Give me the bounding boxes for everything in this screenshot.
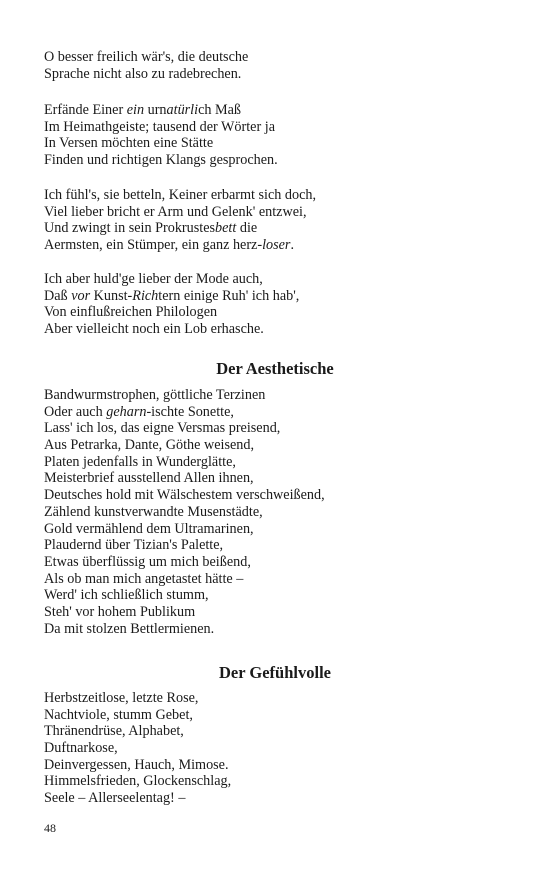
verse-line: Steh' vor hohem Publikum (44, 603, 196, 620)
italic-emphasis: loser (262, 237, 291, 254)
verse-line: Und zwingt in sein Prokrustesbett die (44, 220, 258, 237)
verse-line: Seele – Allerseelentag! – (44, 790, 186, 807)
verse-line: Im Heimathgeiste; tausend der Wörter ja (44, 118, 275, 135)
verse-line: Ich aber huld'ge lieber der Mode auch, (44, 271, 263, 287)
stanza (44, 102, 514, 169)
verse-line: Thränendrüse, Alphabet, (44, 723, 184, 740)
poem-title: Der Aesthetische (216, 359, 334, 378)
verse-line: Da mit stolzen Bettlermienen. (44, 620, 215, 637)
verse-line: Meisterbrief ausstellend Allen ihnen, (44, 470, 254, 487)
verse-line: Bandwurmstrophen, göttliche Terzinen (44, 387, 266, 403)
verse-line: Gold vermählend dem Ultramarinen, (44, 520, 254, 537)
verse-line: O besser freilich wär's, die deutsche (44, 49, 249, 65)
poem-body (44, 690, 514, 807)
poem-body (44, 387, 514, 637)
italic-emphasis: vor (71, 287, 91, 304)
verse-line: Duftnarkose, (44, 740, 118, 757)
stanza (44, 187, 514, 254)
italic-emphasis: geharn (106, 403, 147, 420)
verse-line: Werd' ich schließlich stumm, (44, 587, 209, 604)
italic-emphasis: ein (126, 102, 145, 118)
verse-line: Lass' ich los, das eigne Versmas preisend, (44, 420, 281, 437)
verse-line: Aus Petrarka, Dante, Göthe weisend, (44, 437, 254, 454)
verse-line: Platen jedenfalls in Wunderglätte, (44, 453, 236, 470)
poem-title: Der Gefühlvolle (219, 663, 331, 682)
verse-line: Ich fühl's, sie betteln, Keiner erbarmt sich doch, (44, 187, 317, 203)
verse-line: Daß vor Kunst-Richtern einige Ruh' ich hab', (44, 287, 300, 304)
verse-line: Als ob man mich angetastet hätte – (44, 570, 244, 587)
italic-emphasis: bett (215, 220, 237, 237)
verse-line: Etwas überflüssig um mich beißend, (44, 553, 251, 570)
verse-line: Viel lieber bricht er Arm und Gelenk' entzwei, (44, 203, 307, 220)
verse-line: Zählend kunstverwandte Musenstädte, (44, 503, 263, 520)
page-number: 48 (44, 821, 56, 835)
verse-line: Himmelsfrieden, Glockenschlag, (44, 773, 232, 790)
verse-line: Von einflußreichen Philologen (44, 304, 218, 321)
verse-line: Deutsches hold mit Wälschestem verschweißend, (44, 487, 325, 504)
verse-line: Finden und richtigen Klangs gesprochen. (44, 152, 278, 169)
verse-line: Oder auch geharn-ischte Sonette, (44, 403, 234, 420)
verse-line: Aermsten, ein Stümper, ein ganz herz-loser. (44, 237, 294, 254)
verse-line: Erfände Einer ein urnatürlich Maß (44, 102, 242, 118)
italic-emphasis: Rich (132, 287, 159, 304)
stanza (44, 49, 514, 82)
verse-line: In Versen möchten eine Stätte (44, 135, 214, 152)
verse-line: Sprache nicht also zu radebrechen. (44, 65, 242, 82)
stanza (44, 271, 514, 338)
verse-line: Aber vielleicht noch ein Lob erhasche. (44, 321, 264, 338)
verse-line: Nachtviole, stumm Gebet, (44, 706, 193, 723)
italic-emphasis: atürli (166, 102, 199, 118)
verse-line: Plaudernd über Tizian's Palette, (44, 537, 224, 554)
verse-line: Herbstzeitlose, letzte Rose, (44, 690, 199, 706)
verse-line: Deinvergessen, Hauch, Mimose. (44, 756, 229, 773)
